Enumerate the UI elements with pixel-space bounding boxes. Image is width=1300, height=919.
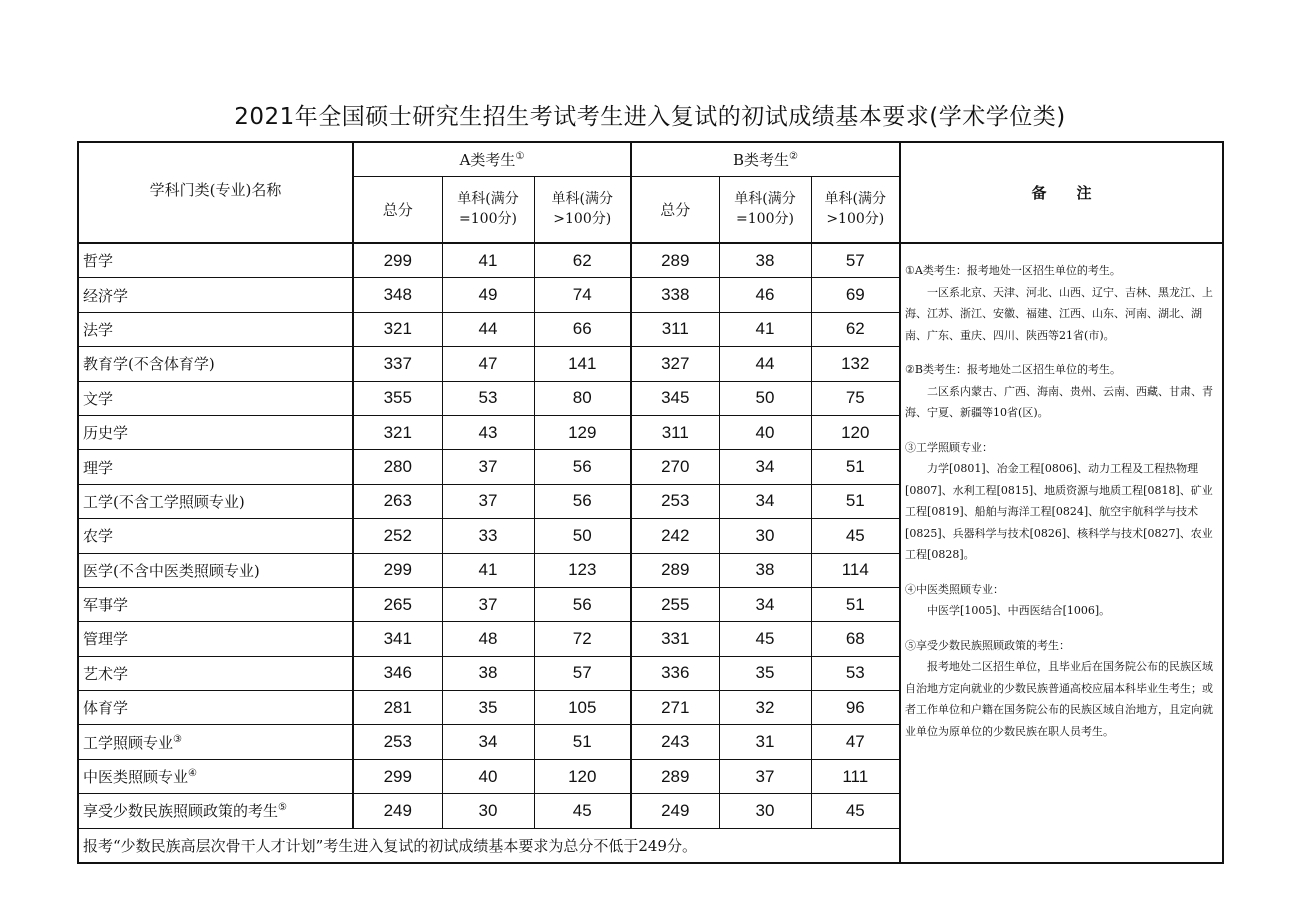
b-single-100: 35 [719,656,811,690]
footnote-mark: ② [789,150,799,162]
footnote-mark: ③ [173,733,182,745]
footnote-mark: ⑤ [278,802,287,814]
b-single-100: 34 [719,450,811,484]
a-single-over: 120 [534,759,631,793]
a-single-100: 33 [442,519,534,553]
a-total: 249 [353,794,442,828]
footnote-mark: ④ [188,768,197,780]
note-body: 报考地处二区招生单位，且毕业后在国务院公布的民族区域自治地方定向就业的少数民族普通高校应届本科毕业生考生；或者工作单位和户籍在国务院公布的民族区域自治地方，且定向就业单位为原单位的少数民族在职人员考生。 [905,660,1214,738]
a-single-over: 74 [534,278,631,312]
b-total: 331 [631,622,719,656]
b-single-over: 47 [811,725,900,759]
b-single-over: 51 [811,484,900,518]
b-single-100: 32 [719,691,811,725]
a-total: 299 [353,243,442,278]
b-single-over: 75 [811,381,900,415]
a-total: 265 [353,587,442,621]
b-total: 289 [631,759,719,793]
note-body: 一区系北京、天津、河北、山西、辽宁、吉林、黑龙江、上海、江苏、浙江、安徽、福建、江西、山东、河南、湖北、湖南、广东、重庆、四川、陕西等21省(市)。 [905,285,1214,342]
page-title: 2021年全国硕士研究生招生考试考生进入复试的初试成绩基本要求(学术学位类) [234,104,1066,130]
b-single-over: 96 [811,691,900,725]
a-single-over-header: 单科(满分 >100分) [534,176,631,243]
a-single-100: 41 [442,243,534,278]
a-total: 299 [353,553,442,587]
b-single-over-header: 单科(满分 >100分) [811,176,900,243]
b-single-over: 57 [811,243,900,278]
a-single-100: 35 [442,691,534,725]
a-total: 281 [353,691,442,725]
b-total-header: 总分 [631,176,719,243]
a-single-over: 80 [534,381,631,415]
subject-name: 教育学(不含体育学) [78,347,353,381]
b-single-over: 51 [811,450,900,484]
b-single-over: 45 [811,794,900,828]
subject-name: 中医类照顾专业④ [78,759,353,793]
a-total: 348 [353,278,442,312]
subject-name: 体育学 [78,691,353,725]
subject-name: 管理学 [78,622,353,656]
b-total: 311 [631,312,719,346]
notes-header: 备 注 [900,142,1223,243]
note-item [905,635,1214,743]
a-total: 299 [353,759,442,793]
subject-name: 艺术学 [78,656,353,690]
a-single-100: 40 [442,759,534,793]
a-total: 253 [353,725,442,759]
b-single-100: 31 [719,725,811,759]
a-total: 355 [353,381,442,415]
b-single-100: 30 [719,519,811,553]
b-total: 311 [631,415,719,449]
b-single-100: 34 [719,587,811,621]
note-body: 二区系内蒙古、广西、海南、贵州、云南、西藏、甘肃、青海、宁夏、新疆等10省(区)。 [905,384,1214,419]
note-heading: ⑤享受少数民族照顾政策的考生： [905,638,1071,652]
subject-header: 学科门类(专业)名称 [78,142,353,243]
b-total: 345 [631,381,719,415]
a-single-100: 30 [442,794,534,828]
subject-name: 哲学 [78,243,353,278]
b-single-over: 53 [811,656,900,690]
note-body: 力学[0801]、冶金工程[0806]、动力工程及工程热物理[0807]、水利工程[0815]、地质资源与地质工程[0818]、矿业工程[0819]、船舶与海洋工程[0824]、航空宇航科学与技术[0825]、兵器科学与技术[0826]、核科学与技术[0827]、农业工程[0828]。 [905,462,1213,561]
b-total: 327 [631,347,719,381]
b-total: 338 [631,278,719,312]
a-total-header: 总分 [353,176,442,243]
b-single-100: 37 [719,759,811,793]
a-single-100: 53 [442,381,534,415]
a-single-over: 56 [534,484,631,518]
b-single-over: 45 [811,519,900,553]
a-single-over: 72 [534,622,631,656]
a-single-over: 45 [534,794,631,828]
footnote-text: 报考“少数民族高层次骨干人才计划”考生进入复试的初试成绩基本要求为总分不低于249分。 [78,828,900,863]
group-a-header: A类考生① [353,142,631,176]
a-single-over: 56 [534,587,631,621]
b-single-over: 120 [811,415,900,449]
b-single-100: 40 [719,415,811,449]
b-single-100: 38 [719,243,811,278]
a-total: 263 [353,484,442,518]
subject-name: 工学照顾专业③ [78,725,353,759]
note-heading: ②B类考生：报考地处二区招生单位的考生。 [905,363,1121,376]
subject-name: 享受少数民族照顾政策的考生⑤ [78,794,353,828]
b-single-100: 45 [719,622,811,656]
note-body: 中医学[1005]、中西医结合[1006]。 [927,604,1111,617]
subject-name: 理学 [78,450,353,484]
a-single-over: 66 [534,312,631,346]
note-item [905,359,1214,424]
a-single-100: 34 [442,725,534,759]
a-single-over: 62 [534,243,631,278]
b-single-100: 34 [719,484,811,518]
b-total: 249 [631,794,719,828]
note-heading: ①A类考生：报考地处一区招生单位的考生。 [905,264,1121,277]
b-total: 271 [631,691,719,725]
note-heading: ④中医类照顾专业： [905,582,1005,596]
note-item [905,437,1214,566]
note-heading: ③工学照顾专业： [905,440,994,454]
subject-name: 经济学 [78,278,353,312]
b-single-100: 44 [719,347,811,381]
a-single-100: 41 [442,553,534,587]
a-single-over: 123 [534,553,631,587]
b-total: 289 [631,553,719,587]
note-item [905,260,1214,346]
a-single-over: 56 [534,450,631,484]
subject-name: 文学 [78,381,353,415]
subject-name: 军事学 [78,587,353,621]
group-b-header: B类考生② [631,142,900,176]
footnote-mark: ① [515,150,525,162]
b-single-over: 69 [811,278,900,312]
a-total: 321 [353,415,442,449]
note-item [905,579,1214,622]
b-single-over: 111 [811,759,900,793]
a-single-100: 38 [442,656,534,690]
a-single-100: 43 [442,415,534,449]
b-single-100: 50 [719,381,811,415]
a-total: 280 [353,450,442,484]
b-single-over: 114 [811,553,900,587]
a-single-over: 105 [534,691,631,725]
a-single-100-header: 单科(满分 =100分) [442,176,534,243]
a-single-100: 47 [442,347,534,381]
b-single-over: 132 [811,347,900,381]
a-single-100: 37 [442,484,534,518]
b-single-over: 68 [811,622,900,656]
a-total: 321 [353,312,442,346]
a-single-over: 141 [534,347,631,381]
b-total: 242 [631,519,719,553]
b-total: 255 [631,587,719,621]
a-single-over: 57 [534,656,631,690]
b-single-100: 41 [719,312,811,346]
b-total: 253 [631,484,719,518]
a-single-100: 48 [442,622,534,656]
subject-name: 医学(不含中医类照顾专业) [78,553,353,587]
a-single-100: 44 [442,312,534,346]
subject-name: 法学 [78,312,353,346]
subject-name: 工学(不含工学照顾专业) [78,484,353,518]
table-row [78,243,1223,278]
b-single-100: 30 [719,794,811,828]
subject-name: 农学 [78,519,353,553]
b-total: 336 [631,656,719,690]
b-total: 243 [631,725,719,759]
a-total: 346 [353,656,442,690]
b-single-over: 51 [811,587,900,621]
b-single-100: 46 [719,278,811,312]
a-total: 252 [353,519,442,553]
a-single-over: 51 [534,725,631,759]
a-single-over: 50 [534,519,631,553]
b-total: 289 [631,243,719,278]
notes-panel [900,243,1223,863]
a-single-100: 37 [442,450,534,484]
b-single-over: 62 [811,312,900,346]
a-single-100: 37 [442,587,534,621]
b-single-100: 38 [719,553,811,587]
b-single-100-header: 单科(满分 =100分) [719,176,811,243]
a-total: 341 [353,622,442,656]
score-table [77,141,1224,864]
b-total: 270 [631,450,719,484]
subject-name: 历史学 [78,415,353,449]
a-total: 337 [353,347,442,381]
a-single-over: 129 [534,415,631,449]
a-single-100: 49 [442,278,534,312]
